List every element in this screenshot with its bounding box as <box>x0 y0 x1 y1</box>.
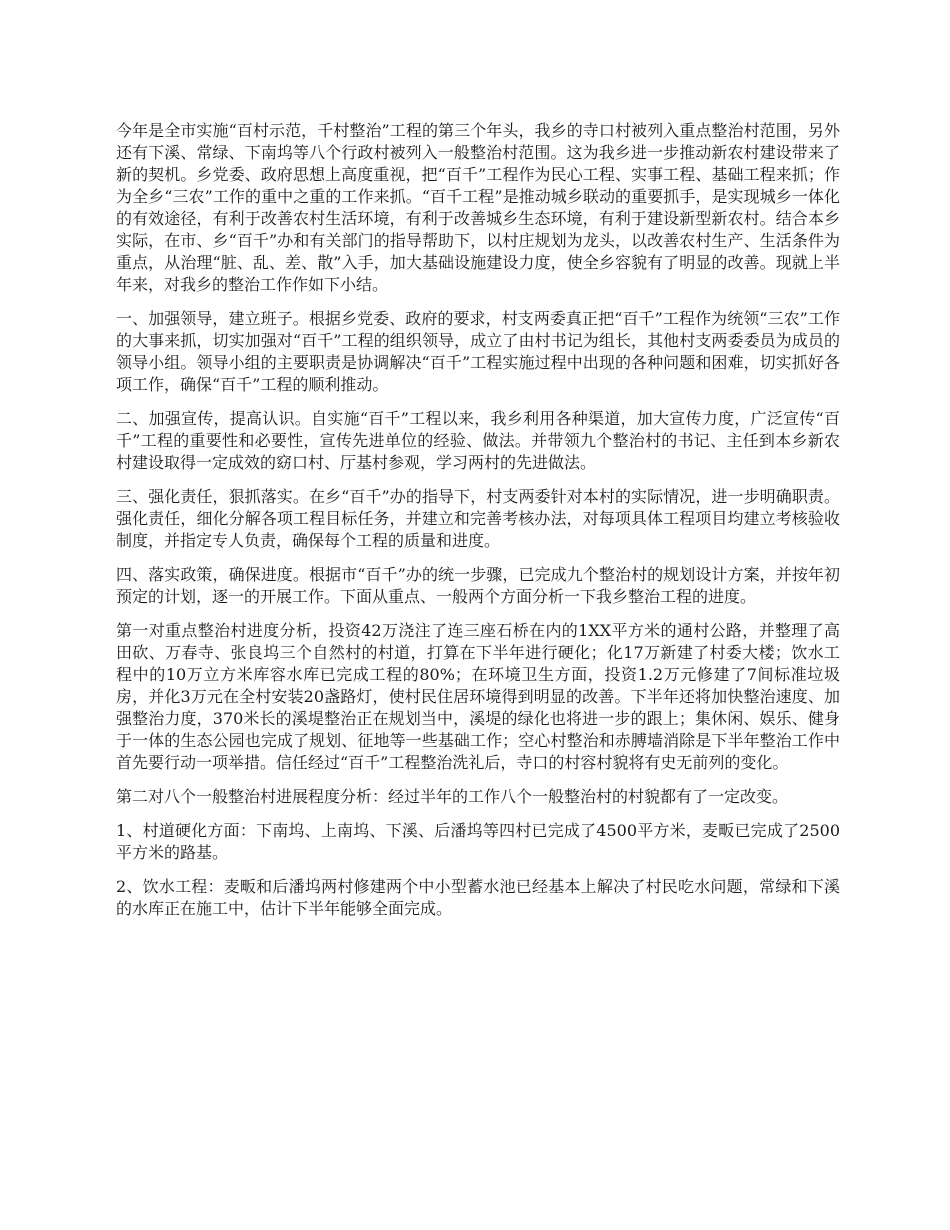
document-body <box>116 120 840 932</box>
paragraph-publicity: 二、加强宣传，提高认识。自实施“百千”工程以来，我乡利用各种渠道，加大宣传力度，广泛宣传“百千”工程的重要性和必要性，宣传先进单位的经验、做法。并带领九个整治村的书记、主任到本乡新农村建设取得一定成效的窈口村、厅基村参观，学习两村的先进做法。 <box>116 409 840 472</box>
paragraph-intro: 今年是全市实施“百村示范，千村整治”工程的第三个年头，我乡的寺口村被列入重点整治村范围，另外还有下溪、常绿、下南坞等八个行政村被列入一般整治村范围。这为我乡进一步推动新农村建设带来了新的契机。乡党委、政府思想上高度重视，把“百千”工程作为民心工程、实事工程、基础工程来抓；作为全乡“三农”工作的重中之重的工作来抓。“百千工程”是推动城乡联动的重要抓手，是实现城乡一体化的有效途径，有利于改善农村生活环境，有利于改善城乡生态环境，有利于建设新型新农村。结合本乡实际，在市、乡“百千”办和有关部门的指导帮助下，以村庄规划为龙头，以改善农村生产、生活条件为重点，从治理“脏、乱、差、散”入手，加大基础设施建设力度，使全乡容貌有了明显的改善。现就上半年来，对我乡的整治工作作如下小结。 <box>116 121 840 294</box>
paragraph-water-project: 2、饮水工程：麦畈和后潘坞两村修建两个中小型蓄水池已经基本上解决了村民吃水问题，常绿和下溪的水库正在施工中，估计下半年能够全面完成。 <box>116 877 840 918</box>
paragraph-responsibility: 三、强化责任，狠抓落实。在乡“百千”办的指导下，村支两委针对本村的实际情况，进一步明确职责。强化责任，细化分解各项工程目标任务，并建立和完善考核办法，对每项具体工程项目均建立考核验收制度，并指定专人负责，确保每个工程的质量和进度。 <box>116 487 840 550</box>
paragraph-leadership: 一、加强领导，建立班子。根据乡党委、政府的要求，村支两委真正把“百千”工程作为统领“三农”工作的大事来抓，切实加强对“百千”工程的组织领导，成立了由村书记为组长，其他村支两委委员为成员的领导小组。领导小组的主要职责是协调解决“百千”工程实施过程中出现的各种问题和困难，切实抓好各项工作，确保“百千”工程的顺利推动。 <box>116 309 840 394</box>
paragraph-policy: 四、落实政策，确保进度。根据市“百千”办的统一步骤，已完成九个整治村的规划设计方案，并按年初预定的计划，逐一的开展工作。下面从重点、一般两个方面分析一下我乡整治工程的进度。 <box>116 565 840 606</box>
paragraph-key-village-progress: 第一对重点整治村进度分析，投资42万浇注了连三座石桥在内的1XX平方米的通村公路，并整理了高田砍、万春寺、张良坞三个自然村的村道，打算在下半年进行硬化；化17万新建了村委大楼；饮水工程中的10万立方米库容水库已完成工程的80%；在环境卫生方面，投资1.2万元修建了7间标准垃圾房，并化3万元在全村安装20盏路灯，使村民住居环境得到明显的改善。下半年还将加快整治速度、加强整治力度，370米长的溪堤整治正在规划当中，溪堤的绿化也将进一步的跟上；集休闲、娱乐、健身于一体的生态公园也完成了规划、征地等一些基础工作；空心村整治和赤膊墙消除是下半年整治工作中首先要行动一项举措。信任经过“百千”工程整治洗礼后，寺口的村容村貌将有史无前列的变化。 <box>116 621 840 772</box>
paragraph-road-hardening: 1、村道硬化方面：下南坞、上南坞、下溪、后潘坞等四村已完成了4500平方米，麦畈已完成了2500平方米的路基。 <box>116 821 840 862</box>
paragraph-general-villages: 第二对八个一般整治村进展程度分析：经过半年的工作八个一般整治村的村貌都有了一定改变。 <box>116 787 789 806</box>
